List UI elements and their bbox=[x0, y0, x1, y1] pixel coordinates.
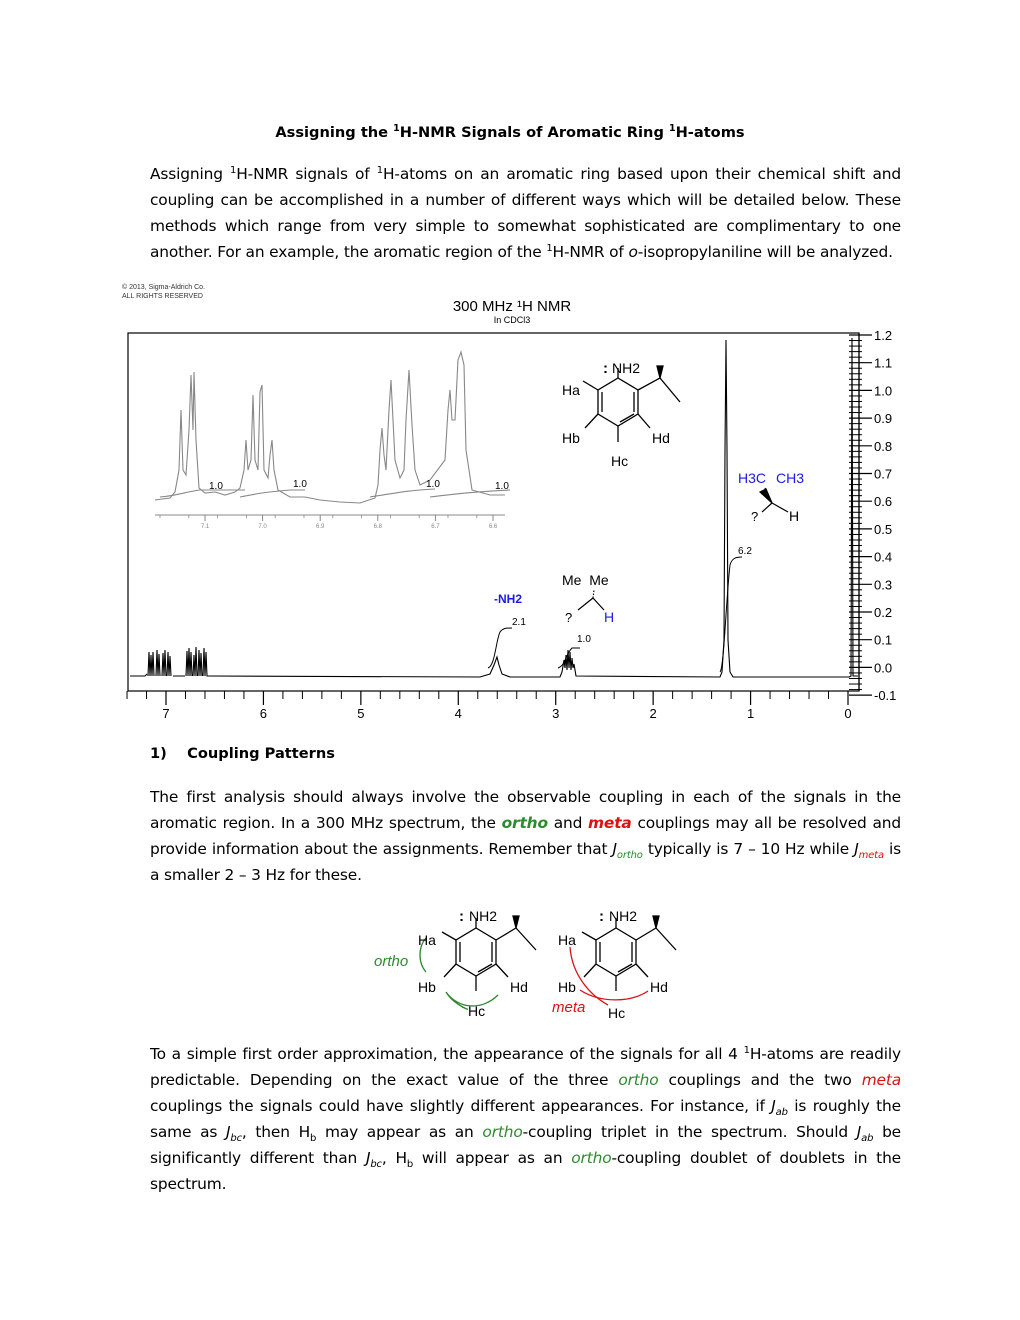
integral-ch-value: 1.0 bbox=[577, 634, 591, 645]
bottom-axis-label: 3 bbox=[552, 706, 560, 721]
bottom-axis-label: 5 bbox=[357, 706, 365, 721]
left-hb: Hb bbox=[418, 979, 436, 995]
frag-me-me: Me Me bbox=[562, 572, 609, 588]
spectrum-frame bbox=[128, 333, 859, 691]
right-axis-label: 1.0 bbox=[874, 383, 893, 399]
inset-integral-2 bbox=[240, 490, 305, 497]
bottom-axis-label: 7 bbox=[162, 706, 170, 721]
left-colon: : bbox=[459, 908, 464, 925]
nh2-peak-label: -NH2 bbox=[494, 592, 523, 606]
right-axis-label: 0.3 bbox=[874, 577, 893, 593]
spectrum-copyright: © 2013, Sigma-Aldrich Co. ALL RIGHTS RESERVED bbox=[122, 284, 205, 300]
integral-nh2 bbox=[488, 628, 512, 668]
right-hb: Hb bbox=[558, 979, 576, 995]
right-colon: : bbox=[599, 908, 604, 925]
integral-me bbox=[720, 557, 742, 672]
bottom-axis bbox=[127, 691, 852, 721]
frag2-bonds bbox=[760, 488, 788, 512]
mol-hc: Hc bbox=[611, 453, 629, 469]
left-hc: Hc bbox=[468, 1003, 486, 1019]
frag-h3c: H3C bbox=[738, 470, 767, 486]
inset-integral-label: 1.0 bbox=[426, 479, 440, 490]
bottom-axis-label: 1 bbox=[746, 706, 755, 721]
inset-integral-label: 1.0 bbox=[293, 479, 307, 490]
bottom-axis-label: 6 bbox=[259, 706, 268, 721]
inset-axis-label: 6.8 bbox=[373, 524, 382, 530]
integral-nh2-value: 2.1 bbox=[512, 617, 526, 628]
inset-integral-3 bbox=[370, 489, 435, 497]
right-axis-label: 1.2 bbox=[874, 328, 893, 343]
inset-axis-label: 6.6 bbox=[488, 524, 498, 530]
mol-nh2: NH2 bbox=[612, 360, 641, 376]
right-axis-label: 0.0 bbox=[874, 660, 893, 676]
bottom-axis-label: 4 bbox=[454, 706, 462, 721]
bottom-axis-label: 2 bbox=[649, 706, 657, 721]
left-ha: Ha bbox=[418, 932, 436, 948]
right-axis-label: 0.1 bbox=[874, 632, 893, 648]
left-nh2: NH2 bbox=[469, 908, 498, 924]
right-hc: Hc bbox=[608, 1005, 626, 1021]
mol-ha: Ha bbox=[562, 382, 580, 398]
inset-axis bbox=[155, 515, 505, 530]
inset-axis-label: 7.0 bbox=[258, 524, 267, 530]
bottom-axis-label: 0 bbox=[844, 706, 852, 721]
coupling-paragraph: The first analysis should always involve the observable coupling in each of the signals in the aromatic region. In a 300 MHz spectrum, the ortho and meta couplings may all be resolved and provide information about the assignments. Remember that $J_{ortho}$ typically is 7 – 10 Hz while $J_{meta}$ is a smaller 2 – 3 Hz for these. bbox=[150, 788, 901, 884]
intro-paragraph: Assigning $^1$H-NMR signals of $^1$H-atoms on an aromatic ring based upon their chemical shift and coupling can be accomplished in a number of different ways which will be detailed below. These methods which range from very simple to somewhat sophisticated are complimentary to one another. For an example, the aromatic region of the $^1$H-NMR of o-isopropylaniline will be analyzed. bbox=[150, 164, 901, 261]
frag-h: H bbox=[604, 609, 615, 625]
frag2-q: ? bbox=[751, 509, 759, 524]
inset-integral-labels bbox=[209, 479, 509, 492]
inset-axis-label: 6.7 bbox=[431, 524, 440, 530]
spectrum-solvent: In CDCl3 bbox=[493, 315, 531, 325]
coupling-diagrams bbox=[0, 895, 1020, 1030]
integral-me-value: 6.2 bbox=[738, 546, 752, 557]
mol-hd: Hd bbox=[652, 430, 670, 446]
right-axis-label: -0.1 bbox=[874, 688, 897, 704]
right-axis-label: 0.8 bbox=[874, 438, 893, 454]
inset-integral-label: 1.0 bbox=[209, 481, 223, 492]
right-ha: Ha bbox=[558, 932, 576, 948]
right-axis-label: 0.5 bbox=[874, 521, 893, 537]
section-heading: 1) Coupling Patterns bbox=[150, 745, 335, 762]
right-axis bbox=[849, 328, 896, 703]
meta-arc-ac bbox=[570, 947, 608, 1005]
frag-bonds bbox=[578, 590, 604, 610]
inset-axis-label: 6.9 bbox=[316, 524, 325, 530]
frag2-h: H bbox=[789, 508, 800, 524]
frag-ch3: CH3 bbox=[776, 470, 805, 486]
right-axis-label: 0.2 bbox=[874, 605, 893, 620]
right-axis-label: 1.1 bbox=[874, 355, 893, 371]
left-hd: Hd bbox=[510, 979, 528, 995]
approximation-paragraph: To a simple first order approximation, the appearance of the signals for all 4 $^1$H-atoms are readily predictable. Depending on the exact value of the three ortho couplings and the two meta couplings the signals could have slightly different appearances. For instance, if $J_{ab}$ is roughly the same as $J_{bc}$, then $H_b$ may appear as an ortho-coupling triplet in the spectrum. Should $J_{ab}$ be significantly different than $J_{bc}$, $H_b$ will appear as an ortho-coupling doublet of doublets in the spectrum. bbox=[150, 1044, 902, 1193]
right-axis-label: 0.4 bbox=[874, 549, 893, 565]
mol-hb: Hb bbox=[562, 430, 580, 446]
ortho-label: ortho bbox=[374, 953, 409, 970]
page-title: Assigning the $^1$H-NMR Signals of Aromatic Ring $^1$H-atoms bbox=[275, 123, 745, 141]
right-hd: Hd bbox=[650, 979, 668, 995]
inset-integral-label: 1.0 bbox=[495, 481, 509, 492]
right-axis-label: 0.7 bbox=[874, 466, 893, 482]
right-nh2: NH2 bbox=[609, 908, 638, 924]
right-axis-label: 0.9 bbox=[874, 411, 893, 427]
inset-axis-label: 7.1 bbox=[200, 524, 210, 530]
spectrum-title: 300 MHz ¹H NMR bbox=[452, 298, 572, 315]
meta-label: meta bbox=[552, 999, 586, 1016]
right-axis-label: 0.6 bbox=[874, 494, 893, 510]
frag-q: ? bbox=[565, 610, 573, 625]
mol-colon: : bbox=[603, 360, 608, 377]
spectrum-trace bbox=[130, 338, 858, 677]
